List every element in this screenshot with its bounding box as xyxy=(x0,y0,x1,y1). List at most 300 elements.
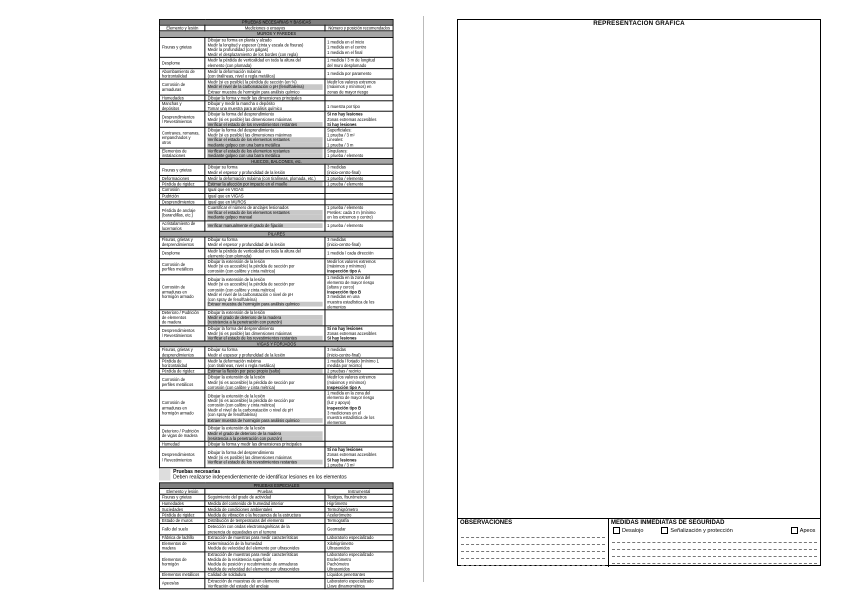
mediciones-cell-line: Igual que en MUROS xyxy=(207,199,247,205)
numero-cell xyxy=(325,237,394,248)
elemento-cell-line: hormigón armado xyxy=(161,294,194,300)
elemento-cell xyxy=(159,237,205,248)
elemento-cell-line: Pérdida de rigidez xyxy=(161,369,195,374)
instrumental-cell-line: Georradar xyxy=(327,526,346,532)
instrumental-cell-line: Laboratorio especializado xyxy=(327,551,374,557)
elemento-cell-line: Pérdida de rigidez xyxy=(161,512,195,518)
section-title: VIGAS Y FORJADOS xyxy=(159,341,393,347)
numero-cell-line: 1 medida en el inicio xyxy=(327,39,365,45)
numero-cell-line: 2 pruebas / recinto xyxy=(327,369,361,374)
mediciones-cell-line: Medir (si es accesible) la pérdida de sección por xyxy=(207,379,295,385)
elemento-cell-line: Pérdida de xyxy=(161,358,182,364)
elemento-cell-line: (barandillas, etc.) xyxy=(161,212,194,218)
table-row xyxy=(159,375,393,391)
mediciones-cell-line: Extraer muestra de hormigón para análisis químico xyxy=(208,418,323,423)
elemento-cell xyxy=(159,220,205,231)
numero-cell-line: (luz y apoyo) xyxy=(327,400,351,406)
table-row xyxy=(159,390,393,425)
mediciones-cell-line: Verificar el estado de los elementos restantes xyxy=(208,210,323,215)
numero-cell xyxy=(325,127,394,148)
nota-text: Deben realizarse independientemente de identificar lesiones en los elementos xyxy=(173,474,347,481)
pruebas-cell-line: Medida de posición y recubrimiento de armaduras xyxy=(207,561,298,567)
elemento-cell-line: Desplome xyxy=(161,60,181,66)
mediciones-cell-line: Verificar el estado de los revestimientos restantes xyxy=(208,460,323,465)
mediciones-cell-line: Igual que en VIGAS xyxy=(207,193,244,199)
elemento-cell-line: Desprendimientos xyxy=(161,328,195,334)
elemento-cell xyxy=(159,205,205,221)
mediciones-cell-line: mediante golpeo con una barra metálica xyxy=(208,143,323,148)
instrumental-cell xyxy=(325,551,394,572)
section-title: HUECOS, BALCONES, etc. xyxy=(159,159,393,165)
mediciones-cell xyxy=(205,259,325,275)
mediciones-cell-line: Medir la deformación máxima (con tiralíneas, plomada, etc.) xyxy=(207,175,316,181)
instrumental-cell-line: Termohigrómetro xyxy=(327,506,358,512)
mediciones-cell-line: Dibujar la forma del desprendimiento xyxy=(207,325,275,331)
checkbox-icon[interactable] xyxy=(791,527,798,534)
table-row xyxy=(159,259,393,275)
mediciones-cell xyxy=(205,274,325,309)
option-label: Apeos xyxy=(799,527,816,534)
mediciones-cell-line: Medir el nivel de la carbonatación o pH (fenolftaleína) xyxy=(208,85,323,90)
elemento-cell-line: Apeos/as xyxy=(161,580,179,586)
numero-cell xyxy=(325,148,394,159)
elemento-cell xyxy=(159,274,205,309)
mediciones-cell-line: corrosión (con calibre y cinta métrica) xyxy=(207,287,276,292)
numero-cell-line: Si hay lesiones xyxy=(327,457,357,463)
mediciones-cell-line: Dibujar la forma y medir las dimensiones principales xyxy=(207,441,302,447)
pruebas-cell-line: Extracción de muestras para medir características xyxy=(207,535,298,540)
instrumental-cell-line: Testigos, fisurómetros xyxy=(327,495,367,500)
instrumental-cell-line: Líquidos penetrantes xyxy=(327,572,366,578)
elemento-cell-line: de madera xyxy=(161,320,182,325)
pruebas-especiales-table xyxy=(159,482,394,589)
mediciones-cell-line: Medir la profundidad (con galgas) xyxy=(207,47,269,53)
elemento-cell-line: / Revestimientos xyxy=(161,119,192,125)
option-desalojo[interactable] xyxy=(613,527,643,534)
esp-header-elemento: Elemento y lesión xyxy=(159,489,205,495)
mediciones-cell-line: Medir el espesor y profundidad de la lesión xyxy=(207,352,286,358)
numero-cell-line: Medir los valores extremos xyxy=(327,79,376,85)
elemento-cell-line: Estado de muros xyxy=(161,518,193,524)
elemento-cell-line: madera xyxy=(161,546,176,551)
instrumental-cell-line: Ultrasonidos xyxy=(327,566,350,572)
mediciones-cell-line: Verificar manualmente el grado de fijación xyxy=(208,223,323,228)
pruebas-cell-line: Seguimiento del grado de actividad xyxy=(207,495,272,500)
mediciones-cell-line: Dibujar la extensión de la lesión xyxy=(207,310,266,315)
numero-cell xyxy=(325,37,394,58)
section-title: PILARES xyxy=(159,231,393,237)
mediciones-cell-line: Medir (si es posible) la pérdida de sección (en %) xyxy=(207,79,297,85)
elemento-cell-line: horizontalidad xyxy=(161,363,188,368)
mediciones-cell xyxy=(205,68,325,79)
mediciones-cell-line: Medir la deformación máxima xyxy=(207,68,261,74)
mediciones-cell-line: Dibujar la forma y medir las dimensiones principales xyxy=(207,95,302,101)
mediciones-cell-line: mediante golpeo con una barra metálica xyxy=(208,153,323,158)
mediciones-cell-line: Medir el desplazamiento de los bordes (con regla) xyxy=(207,52,298,58)
right-page xyxy=(457,19,821,566)
pruebas-cell-line: Medida de velocidad del elemento por ultrasonidos xyxy=(207,546,300,551)
elemento-cell-line: otros xyxy=(161,140,171,145)
observaciones-lines xyxy=(461,531,605,566)
mediciones-cell-line: Medir la longitud y espesor (cinta y escala de fisuras) xyxy=(207,42,304,48)
elemento-cell xyxy=(159,347,205,358)
table-row xyxy=(159,358,393,369)
numero-cell-line: Si hay lesiones xyxy=(327,335,357,341)
header-elemento: Elemento y lesión xyxy=(159,25,205,31)
mediciones-cell xyxy=(205,37,325,58)
elemento-cell xyxy=(159,390,205,425)
option-senalizacion[interactable] xyxy=(661,527,732,534)
numero-cell-line: 1 medida en la zona del xyxy=(327,390,371,396)
elemento-cell xyxy=(159,68,205,79)
elemento-cell-line: armaduras xyxy=(161,87,182,92)
numero-cell xyxy=(325,205,394,221)
mediciones-cell-line: Medir la deformación máxima xyxy=(207,358,261,364)
elemento-cell xyxy=(159,112,205,128)
elemento-cell-line: Humedades xyxy=(161,501,184,506)
mediciones-cell-line: Verificar el estado de los revestimientos restantes xyxy=(208,336,323,341)
numero-cell-line: 1 medida en el final xyxy=(327,49,363,55)
observaciones-box[interactable] xyxy=(458,519,609,567)
elemento-cell-line: Fisuras y grietas xyxy=(161,44,192,50)
table-row xyxy=(159,541,393,552)
numero-cell-line: 1 prueba / elemento xyxy=(327,175,364,181)
header-numero: Número y posición recomendados xyxy=(325,25,394,31)
numero-cell-line: Medir los valores extremos xyxy=(327,259,376,264)
option-label: Señalización y protección xyxy=(670,527,733,534)
elemento-cell-line: Elementos de xyxy=(161,148,187,154)
pruebas-cell xyxy=(205,524,325,535)
mediciones-cell-line: Medir el nivel de la carbonatación o nivel de pH xyxy=(207,292,294,297)
checkbox-icon[interactable] xyxy=(613,527,620,534)
elemento-cell-line: Corrosión de xyxy=(161,261,186,267)
elemento-cell-line: Corrosión de xyxy=(161,82,186,87)
mediciones-cell xyxy=(205,79,325,95)
elemento-cell xyxy=(159,551,205,572)
observaciones-title: OBSERVACIONES xyxy=(460,520,513,526)
mediciones-cell-line: elemento (con plomada) xyxy=(207,63,252,68)
mediciones-cell-line: Dibujar su forma xyxy=(207,237,238,243)
pruebas-cell-line: Determinación de la humedad xyxy=(207,541,262,546)
elemento-cell-line: hormigón xyxy=(161,561,179,567)
mediciones-cell-line: (resistencia a la penetración con punzón) xyxy=(208,436,323,441)
pruebas-cell xyxy=(205,551,325,572)
elemento-cell-line: / Revestimientos xyxy=(161,333,192,339)
numero-cell xyxy=(325,358,394,369)
numero-cell-line: 1 prueba / 3 m xyxy=(327,142,354,148)
numero-cell-line: Inspección tipo A xyxy=(327,268,361,274)
mediciones-cell-line: Medir el grado de deterioro de la madera xyxy=(208,315,323,320)
numero-cell-line: (máximos y mínimos) xyxy=(327,264,366,269)
mediciones-cell-line: Cuantificar el número de anclajes lesionados xyxy=(207,205,289,210)
instrumental-cell xyxy=(325,578,394,589)
table-row xyxy=(159,447,393,468)
mediciones-cell xyxy=(205,237,325,248)
mediciones-cell-line: Dibujar la extensión de la lesión xyxy=(207,277,266,283)
mediciones-cell-line: Medir (si es posible) las dimensiones máximas xyxy=(207,132,292,138)
mediciones-cell xyxy=(205,127,325,148)
numero-cell xyxy=(325,347,394,358)
mediciones-cell xyxy=(205,248,325,259)
mediciones-cell-line: Medir la pérdida de verticalidad en toda la altura del xyxy=(207,58,301,63)
numero-cell-line: 3 medidas xyxy=(327,237,346,243)
mediciones-cell-line: Verificar el estado de los revestimientos restantes xyxy=(208,122,323,127)
numero-cell-line: 1 muestra por tipo xyxy=(327,103,360,109)
instrumental-cell-line: Pachómetro xyxy=(327,561,350,567)
numero-cell-line: elementos xyxy=(327,304,346,310)
table-row xyxy=(159,325,393,341)
elemento-cell xyxy=(159,127,205,148)
numero-cell-line: medida por recinto) xyxy=(327,363,363,368)
numero-cell-line: Si no hay lesiones xyxy=(327,325,363,331)
numero-cell xyxy=(325,375,394,391)
mediciones-cell-line: Medir (si es accesible) la pérdida de sección por xyxy=(207,264,295,269)
mediciones-cell-line: Dibujar y medir la mancha o depósito xyxy=(207,101,275,107)
numero-cell-line: Inspección tipo A xyxy=(327,384,361,390)
section-title: MUROS Y PAREDES xyxy=(159,31,393,37)
pruebas-cell-line: Calidad de soldadura xyxy=(207,572,247,578)
header-mediciones: Mediciones o ensayos xyxy=(205,25,325,31)
pruebas-cell-line: Extracción de muestras para medir características xyxy=(207,551,298,557)
elemento-cell-line: Contraves, romanas, xyxy=(161,130,200,135)
elemento-cell xyxy=(159,375,205,391)
numero-cell-line: 1 medida / cada dirección xyxy=(327,250,374,256)
numero-cell-line: (altura y cerco) xyxy=(327,284,355,290)
mediciones-cell-line: (con spray de fenolftaleína) xyxy=(207,296,257,302)
mediciones-cell-line: Dibujar la forma del desprendimiento xyxy=(207,127,275,133)
table-row xyxy=(159,578,393,589)
numero-cell-line: Medir los valores extremos xyxy=(327,374,376,380)
numero-cell-line: Zonas extremas accesibles xyxy=(327,452,377,458)
numero-cell xyxy=(325,325,394,341)
mediciones-cell-line: Dibujar la forma del desprendimiento xyxy=(207,450,275,455)
elemento-cell-line: depósitos xyxy=(161,106,180,111)
elemento-cell-line: Corrosión de xyxy=(161,400,186,406)
table-row xyxy=(159,181,393,187)
mediciones-cell-line: (con spray de fenolftaleína) xyxy=(207,412,257,418)
elemento-cell-line: Elementos de xyxy=(161,541,187,546)
elemento-cell-line: Fisuras y grietas xyxy=(161,167,192,173)
numero-cell-line: 1 prueba / elemento xyxy=(327,223,364,229)
numero-cell xyxy=(325,248,394,259)
elemento-cell-line: armaduras en xyxy=(161,405,187,411)
elemento-cell xyxy=(159,578,205,589)
numero-cell xyxy=(325,426,394,442)
mediciones-cell xyxy=(205,101,325,112)
elemento-cell-line: Desprendimientos xyxy=(161,452,195,458)
mediciones-cell-line: Medir la pérdida de verticalidad en toda la altura del xyxy=(207,248,301,254)
elemento-cell xyxy=(159,310,205,326)
elemento-cell-line: Fisuras y grietas xyxy=(161,495,192,500)
table-row xyxy=(159,369,393,375)
nota-title: Pruebas necesarias xyxy=(173,469,221,475)
mediciones-cell-line: Dibujar su forma xyxy=(207,347,238,353)
instrumental-cell-line: Xilohigrómetro xyxy=(327,541,354,546)
elemento-cell-line: armaduras en xyxy=(161,289,187,295)
pruebas-cell-line: Medida de condiciones ambientales xyxy=(207,506,273,512)
esp-header-pruebas: Pruebas xyxy=(205,489,325,495)
mediciones-cell xyxy=(205,112,325,128)
elemento-cell-line: de vigas de madera xyxy=(161,433,198,439)
pruebas-cell-line: Medida de vibración o la frecuencia de la estructura xyxy=(207,512,301,518)
numero-cell-line: Inspección tipo B xyxy=(327,289,362,295)
numero-cell-line: elemento de mayor riesgo xyxy=(327,279,375,285)
table-row xyxy=(159,274,393,309)
elemento-cell-line: Fábrica de ladrillo xyxy=(161,535,194,540)
elemento-cell xyxy=(159,572,205,578)
numero-cell-line: 1 prueba / elemento xyxy=(327,153,364,159)
table-row xyxy=(159,127,393,148)
elemento-cell-line: Deterioro / Pudrición xyxy=(161,310,199,315)
medidas-lines xyxy=(612,536,817,564)
elemento-cell-line: Abombamiento de xyxy=(161,68,195,74)
table-row xyxy=(159,205,393,221)
elemento-cell-line: Deformaciones xyxy=(161,175,190,181)
elemento-cell xyxy=(159,248,205,259)
elemento-cell xyxy=(159,447,205,468)
elemento-cell-line: Corrosión xyxy=(161,187,180,193)
numero-cell xyxy=(325,79,394,95)
mediciones-cell xyxy=(205,325,325,341)
elemento-cell-line: Manchas y xyxy=(161,101,182,107)
elemento-cell xyxy=(159,524,205,535)
table-row xyxy=(159,58,393,69)
mediciones-cell xyxy=(205,347,325,358)
mediciones-cell-line: Medir el grado de deterioro de la madera xyxy=(208,431,323,436)
numero-cell-line: Zonas extremas accesibles xyxy=(327,117,377,122)
pruebas-cell-line: presencia de oquedades en el terreno xyxy=(207,529,277,535)
mediciones-cell-line: Medir (si es posible) las dimensiones máximas xyxy=(207,330,292,336)
instrumental-cell-line: Laboratorio especializado xyxy=(327,535,374,540)
mediciones-cell-line: (con tiralíneas, nivel o regla metálica) xyxy=(207,363,275,368)
numero-cell xyxy=(325,101,394,112)
elemento-cell xyxy=(159,259,205,275)
mediciones-cell xyxy=(205,220,325,231)
table-row xyxy=(159,101,393,112)
instrumental-cell-line: Esclerómetro xyxy=(327,556,352,562)
mediciones-cell-line: Extraer muestra de hormigón para análisis químico xyxy=(208,302,323,307)
table-row xyxy=(159,347,393,358)
mediciones-cell xyxy=(205,148,325,159)
numero-cell-line: 1 prueba / elemento xyxy=(327,205,364,210)
table-row xyxy=(159,112,393,128)
table-row xyxy=(159,68,393,79)
especiales-title: PRUEBAS ESPECIALES xyxy=(159,483,393,489)
mediciones-cell xyxy=(205,426,325,442)
numero-cell xyxy=(325,58,394,69)
table-row xyxy=(159,165,393,176)
table-row xyxy=(159,79,393,95)
pruebas-cell-line: Medida de velocidad del elemento por ultrasonidos xyxy=(207,566,300,572)
numero-cell-line: 3 medidas xyxy=(327,347,346,353)
table-row xyxy=(159,426,393,442)
elemento-cell xyxy=(159,325,205,341)
numero-cell xyxy=(325,112,394,128)
mediciones-cell-line: Dibujar la extensión de la lesión xyxy=(207,259,266,264)
elemento-cell xyxy=(159,37,205,58)
mediciones-cell-line: Dibujar la forma del desprendimiento xyxy=(207,112,275,117)
checkbox-icon[interactable] xyxy=(661,527,668,534)
table-row xyxy=(159,37,393,58)
numero-cell-line: Inspección tipo B xyxy=(327,405,362,411)
instrumental-cell-line: Llave dinamométrica xyxy=(327,583,365,589)
elemento-cell-line: Pérdida de anclaje xyxy=(161,207,196,213)
numero-cell-line: Si no hay lesiones xyxy=(327,112,363,117)
numero-cell-line: 1 medida en la zona del xyxy=(327,274,371,280)
elemento-cell-line: Suciedades xyxy=(161,506,184,512)
mediciones-cell-line: elemento (con plomada) xyxy=(207,253,252,259)
elemento-cell-line: Fisuras, grietas y xyxy=(161,347,193,353)
numero-cell-line: (inicio-centro-final) xyxy=(327,352,361,358)
numero-cell-line: Pretiles: cada 3 m (mínimo xyxy=(327,210,376,215)
pruebas-cell-line: Medida del contenido de humedad interior xyxy=(207,501,284,506)
mediciones-cell-line: Igual que en VIGAS xyxy=(207,187,244,193)
mediciones-cell-line: Tomar una muestra para análisis químico xyxy=(207,106,282,111)
instrumental-cell-line: Higrómetro xyxy=(327,501,348,506)
numero-cell-line: 1 medida / forjado (mínimo 1 xyxy=(327,358,379,364)
numero-cell xyxy=(325,310,394,326)
mediciones-cell xyxy=(205,175,325,181)
elemento-cell-line: desprendimientos xyxy=(161,352,194,358)
mediciones-cell xyxy=(205,165,325,176)
instrumental-cell xyxy=(325,541,394,552)
elemento-cell xyxy=(159,426,205,442)
numero-cell-line: Si hay lesiones xyxy=(327,121,357,127)
mediciones-cell-line: Dibujar la extensión de la lesión xyxy=(207,374,266,380)
elemento-cell-line: empanchados y xyxy=(161,135,191,140)
numero-cell-line: 1 medida / 3 m de longitud xyxy=(327,58,376,63)
mediciones-cell-line: Dibujar la extensión de la lesión xyxy=(207,393,266,398)
elemento-cell-line: Corrosión de xyxy=(161,377,186,383)
elemento-cell-line: Corrosión de xyxy=(161,284,186,290)
numero-cell-line: 1 prueba / 3 m² xyxy=(327,462,355,468)
elemento-cell xyxy=(159,358,205,369)
elemento-cell-line: Fallo del suelo xyxy=(161,526,189,532)
table-row xyxy=(159,220,393,231)
elemento-cell-line: hormigón armado xyxy=(161,410,194,416)
bottom-band xyxy=(458,518,820,567)
nota-pruebas-necesarias xyxy=(159,469,394,480)
numero-cell-line: Lineales: xyxy=(327,137,344,143)
medidas-title: MEDIDAS INMEDIATAS DE SEGURIDAD xyxy=(611,520,725,526)
instrumental-cell-line: Ultrasonidos xyxy=(327,546,350,551)
mediciones-cell-line: mediante golpeo manual xyxy=(208,215,323,220)
table-row xyxy=(159,524,393,535)
option-label: Desalojo xyxy=(622,527,644,534)
numero-cell-line: muestra estadística de los xyxy=(327,299,375,305)
elemento-cell-line: Pudrición xyxy=(161,193,179,199)
numero-cell-line: (inicio-centro-final) xyxy=(327,242,361,248)
numero-cell-line: (inicio-centro-final) xyxy=(327,170,361,175)
pruebas-cell-line: Detección con ondas electromagnéticas de la xyxy=(207,524,290,530)
instrumental-cell-line: Termografía xyxy=(327,518,349,524)
elemento-cell-line: horizontalidad xyxy=(161,73,188,79)
mediciones-cell xyxy=(205,390,325,425)
mediciones-cell-line: (resistencia a la penetración con punzón) xyxy=(208,320,323,325)
instrumental-cell xyxy=(325,524,394,535)
numero-cell-line: 3 mediciones en el xyxy=(327,410,362,416)
option-apeos[interactable] xyxy=(791,527,816,534)
mediciones-cell xyxy=(205,205,325,221)
numero-cell-line: muestra estadística de los xyxy=(327,415,375,421)
mediciones-cell-line: Medir el nivel de la carbonatación o nivel de pH xyxy=(207,407,294,413)
nota-marker xyxy=(159,469,170,480)
numero-cell-line: Superficiales: xyxy=(327,127,352,133)
numero-cell xyxy=(325,68,394,79)
mediciones-cell-line: Verificar el estado de los elementos restantes xyxy=(208,148,323,153)
elemento-cell xyxy=(159,101,205,112)
numero-cell-line: 1 prueba / 3 m² xyxy=(327,132,355,138)
